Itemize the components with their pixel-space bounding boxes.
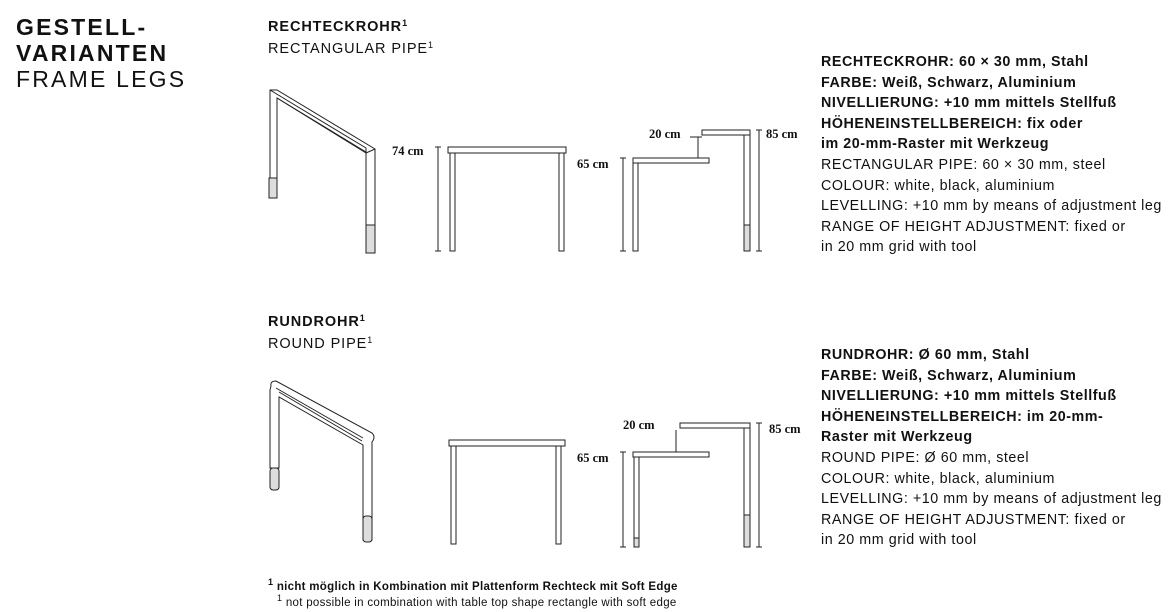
dim-height-74: 74 cm <box>392 144 424 158</box>
spec-de-line: im 20-mm-Raster mit Werkzeug <box>821 136 1050 153</box>
footnote-mark: 1 <box>359 313 366 323</box>
title-line-3: FRAME LEGS <box>16 66 187 92</box>
spec-en-line: COLOUR: white, black, aluminium <box>821 470 1055 487</box>
section-rectangular-title-en: RECTANGULAR PIPE <box>268 41 428 57</box>
footnote-de-text: nicht möglich in Kombination mit Plattenform Rechteck mit Soft Edge <box>276 581 678 593</box>
footnote-en-text: not possible in combination with table top shape rectangle with soft edge <box>285 597 677 609</box>
spec-en-line: RANGE OF HEIGHT ADJUSTMENT: fixed or <box>821 218 1126 235</box>
rectangular-frame-front-drawing <box>435 147 566 251</box>
footnote-mark: 1 <box>277 593 283 603</box>
spec-de-line: RUNDROHR: Ø 60 mm, Stahl <box>821 347 1030 363</box>
spec-en-line: COLOUR: white, black, aluminium <box>821 177 1055 194</box>
footnote-mark: 1 <box>402 18 408 28</box>
spec-en-line: RANGE OF HEIGHT ADJUSTMENT: fixed or <box>821 511 1126 528</box>
spec-en-line: LEVELLING: +10 mm by means of adjustment leg <box>821 198 1162 215</box>
dim-height-85: 85 cm <box>769 422 801 436</box>
section-round-title-en: ROUND PIPE <box>268 336 368 352</box>
spec-de-line: NIVELLIERUNG: +10 mm mittels Stellfuß <box>821 388 1117 405</box>
round-frame-perspective-drawing <box>270 381 374 542</box>
spec-round <box>821 345 1162 551</box>
spec-de-line: NIVELLIERUNG: +10 mm mittels Stellfuß <box>821 95 1117 112</box>
spec-en-line: ROUND PIPE: Ø 60 mm, steel <box>821 449 1030 466</box>
spec-de-line: FARBE: Weiß, Schwarz, Aluminium <box>821 74 1077 91</box>
dim-height-85: 85 cm <box>766 127 798 141</box>
spec-rectangular <box>821 52 1162 258</box>
spec-en-line: in 20 mm grid with tool <box>821 532 977 549</box>
footnote-mark: 1 <box>367 335 374 345</box>
footnote-mark: 1 <box>427 40 434 50</box>
spec-de-line: FARBE: Weiß, Schwarz, Aluminium <box>821 367 1077 384</box>
spec-en-line: RECTANGULAR PIPE: 60 × 30 mm, steel <box>821 156 1106 173</box>
spec-de-line: HÖHENEINSTELLBEREICH: fix oder <box>821 115 1083 132</box>
title-line-2: VARIANTEN <box>16 40 169 66</box>
dim-offset-20: 20 cm <box>649 127 681 141</box>
dim-height-65: 65 cm <box>577 157 609 171</box>
footnote-de <box>268 577 678 593</box>
footnote-en <box>277 593 677 609</box>
spec-de-line: HÖHENEINSTELLBEREICH: im 20-mm- <box>821 408 1104 425</box>
section-rectangular-title-de: RECHTECKROHR <box>268 19 403 35</box>
spec-de-line: RECHTECKROHR: 60 × 30 mm, Stahl <box>821 54 1089 70</box>
rectangular-frame-perspective-drawing <box>269 90 375 253</box>
round-frame-front-drawing <box>449 440 565 544</box>
round-frame-side-drawing <box>620 423 762 547</box>
dim-height-65: 65 cm <box>577 451 609 465</box>
spec-en-line: LEVELLING: +10 mm by means of adjustment leg <box>821 491 1162 508</box>
rectangular-frame-side-drawing <box>620 130 762 251</box>
title-line-1: GESTELL- <box>16 14 148 40</box>
spec-en-line: in 20 mm grid with tool <box>821 239 977 256</box>
dim-offset-20: 20 cm <box>623 418 655 432</box>
footnote-mark: 1 <box>268 577 274 587</box>
section-round-title-de: RUNDROHR <box>268 314 360 330</box>
spec-de-line: Raster mit Werkzeug <box>821 429 973 446</box>
